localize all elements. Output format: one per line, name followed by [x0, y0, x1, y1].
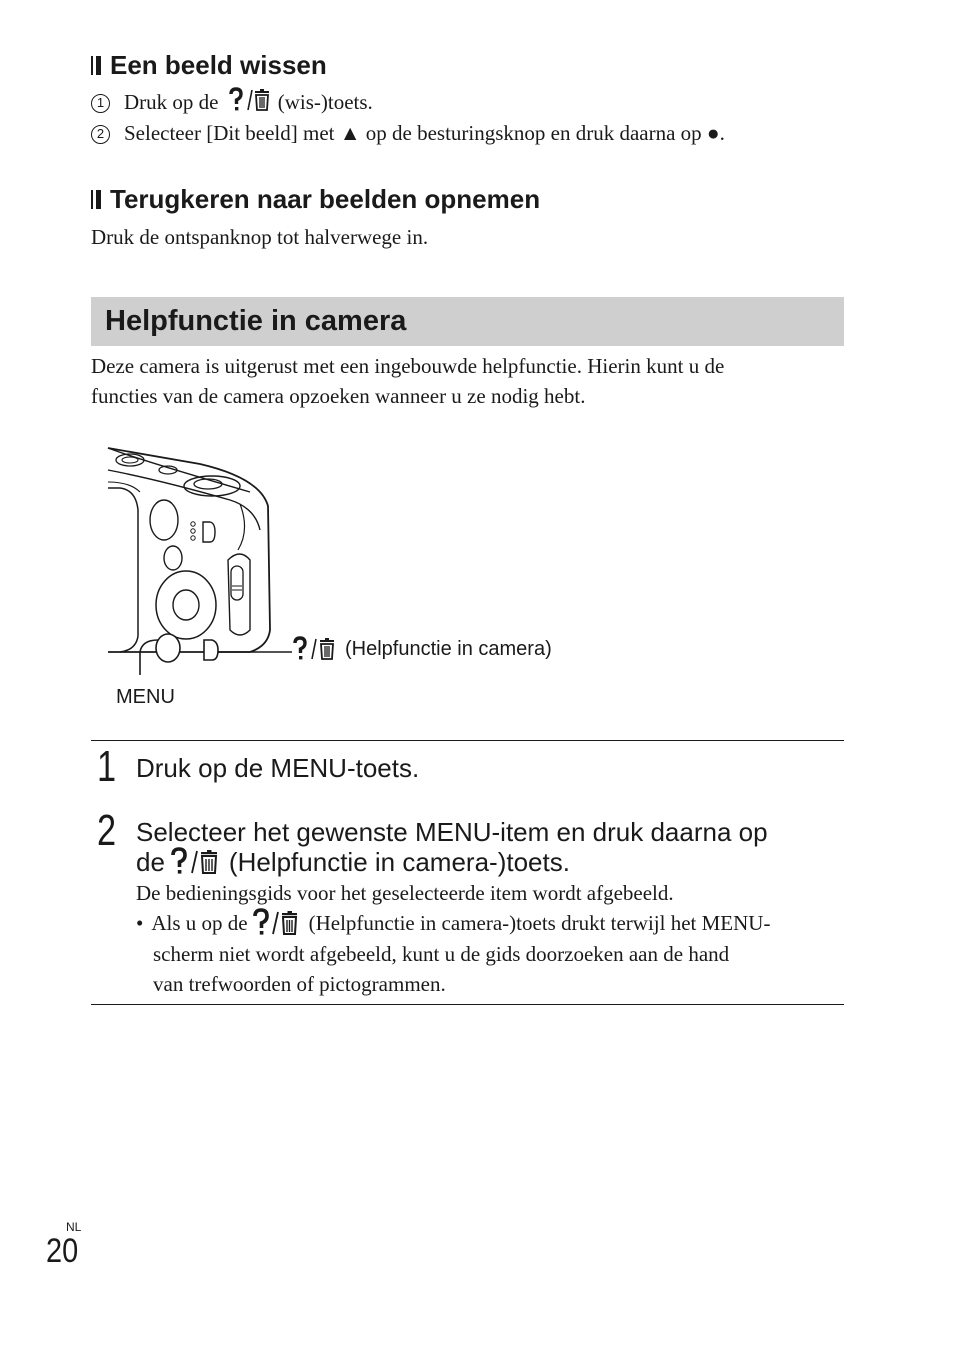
help-intro-line-2: functies van de camera opzoeken wanneer u ze nodig hebt. — [91, 384, 586, 408]
delete-step-2 — [91, 118, 725, 148]
return-text: Druk de ontspanknop tot halverwege in. — [91, 225, 429, 249]
callout-help-label: (Helpfunctie in camera) — [345, 637, 552, 660]
steps-bottom-rule — [91, 1004, 844, 1005]
step-2-line2-suffix: (Helpfunctie in camera-)toets. — [228, 847, 570, 877]
delete-step1-prefix: Druk op de — [124, 90, 219, 114]
section-title-return: Terugkeren naar beelden opnemen — [110, 184, 541, 214]
help-trash-icon — [168, 847, 228, 877]
step-2-detail: De bedieningsgids voor het geselecteerde item wordt afgebeeld. — [136, 881, 674, 905]
step-2-bullet-suffix: (Helpfunctie in camera-)toets drukt terwijl het MENU- — [308, 911, 771, 935]
section-heading-delete — [91, 50, 327, 81]
section-marker-icon — [91, 190, 101, 209]
steps-top-rule — [91, 740, 844, 741]
help-trash-icon — [291, 636, 345, 662]
delete-step2-text: Selecteer [Dit beeld] met ▲ op de besturingsknop en druk daarna op ●. — [124, 121, 725, 145]
step-number-2: 2 — [97, 806, 117, 855]
section-title-delete: Een beeld wissen — [110, 50, 327, 80]
help-banner-title: Helpfunctie in camera — [105, 305, 407, 337]
help-trash-icon — [224, 87, 278, 113]
step-2-line-1: Selecteer het gewenste MENU-item en druk daarna op — [136, 817, 768, 847]
delete-step-1 — [91, 87, 373, 117]
step-2-line-2 — [136, 847, 570, 877]
callout-menu-label: MENU — [116, 686, 175, 708]
section-marker-icon — [91, 56, 101, 75]
delete-step1-suffix: (wis-)toets. — [277, 90, 373, 114]
step-2-bullet-line-3: van trefwoorden of pictogrammen. — [153, 972, 446, 996]
step-circle-2-icon: 2 — [91, 125, 110, 144]
page-language: NL — [66, 1220, 82, 1234]
bullet-dot: • — [136, 911, 144, 935]
step-circle-1-icon: 1 — [91, 94, 110, 113]
help-trash-icon — [251, 908, 307, 938]
step-2-bullet-line-2: scherm niet wordt afgebeeld, kunt u de gids doorzoeken aan de hand — [153, 942, 730, 966]
step-number-1: 1 — [97, 742, 117, 791]
callout-help-button — [291, 636, 552, 662]
step-2-bullet-line-1 — [136, 908, 770, 938]
page-number: 20 — [46, 1232, 79, 1270]
step-2-line2-prefix: de — [136, 847, 165, 877]
camera-illustration — [100, 440, 300, 675]
section-heading-return — [91, 184, 540, 215]
help-banner — [91, 297, 844, 346]
step-2-bullet-prefix: Als u op de — [151, 911, 248, 935]
help-intro-line-1: Deze camera is uitgerust met een ingebouwde helpfunctie. Hierin kunt u de — [91, 354, 725, 378]
step-1-text: Druk op de MENU-toets. — [136, 753, 420, 783]
